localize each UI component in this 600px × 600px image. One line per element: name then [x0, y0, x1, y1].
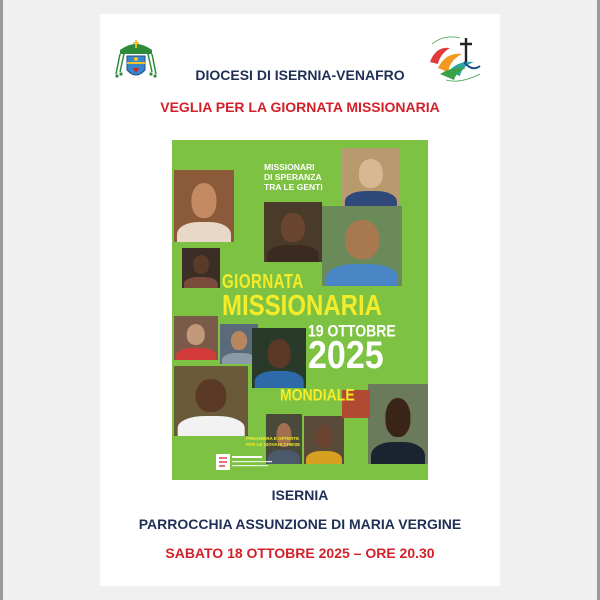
left-border [0, 0, 3, 600]
photo-woman-scarf [182, 248, 220, 288]
photo-young-man-cap [322, 206, 402, 286]
giornata-missionaria-poster [172, 140, 428, 480]
city: ISERNIA [271, 487, 329, 503]
parish-name: PARROCCHIA ASSUNZIONE DI MARIA VERGINE [138, 516, 462, 532]
poster-title-mondiale: MONDIALE [280, 384, 355, 404]
photo-old-woman [174, 316, 218, 360]
photo-woman-headwrap [174, 366, 248, 436]
tagline-line-1: MISSIONARI [264, 162, 315, 172]
event-datetime: SABATO 18 OTTOBRE 2025 – ORE 20.30 [165, 545, 435, 561]
photo-girl [174, 170, 234, 242]
poster-date: 19 OTTOBRE [308, 320, 396, 340]
flyer-page [100, 14, 500, 586]
diocese-title: DIOCESI DI ISERNIA-VENAFRO [195, 67, 405, 83]
event-title: VEGLIA PER LA GIORNATA MISSIONARIA [160, 99, 440, 115]
poster-title-giornata: GIORNATA [222, 270, 304, 294]
photo-man-smiling [304, 416, 344, 464]
poster-year: 2025 [308, 333, 384, 378]
poster-title-missionaria: MISSIONARIA [222, 289, 383, 322]
photo-boy [252, 328, 306, 388]
subtitle-line-1: PREGHIERA E OFFERTE [246, 436, 300, 441]
poster-tagline [264, 162, 323, 192]
subtitle-line-2: PER LE GIOVANI CHIESE [246, 442, 301, 447]
photo-elder-hat [264, 202, 322, 262]
photo-man-glasses [342, 148, 400, 208]
photo-priest [368, 384, 428, 464]
tagline-line-3: TRA LE GENTI [264, 182, 323, 192]
poster-subtitle [246, 436, 300, 448]
missio-logo-icon [216, 452, 276, 472]
tagline-line-2: DI SPERANZA [264, 172, 322, 182]
